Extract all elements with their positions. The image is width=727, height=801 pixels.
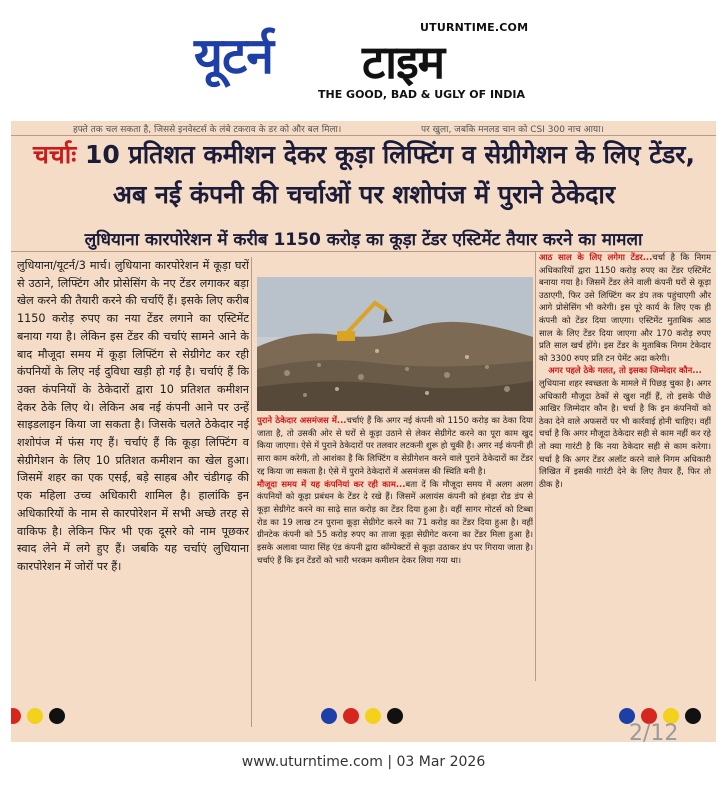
top-strip-left-text: हफ्ते तक चल सकता है, जिससे इनवेस्टर्स के लंबे टकराव के डर को और बल मिला। xyxy=(73,125,342,135)
masthead-name-right: टाइम xyxy=(362,35,445,89)
color-dots-left xyxy=(11,708,75,726)
headline-text: 10 प्रतिशत कमीशन देकर कूड़ा लिफ्टिंग व सेग्रीगेशन के लिए टेंडर, अब नई कंपनी की चर्चाओं पर शशोपंज में पुराने ठेकेदार xyxy=(84,140,696,209)
masthead-logo[interactable] xyxy=(194,18,534,108)
masthead-tagline: THE GOOD, BAD & UGLY OF INDIA xyxy=(318,88,525,101)
blue-dot xyxy=(321,708,337,724)
headline-prefix: चर्चाः xyxy=(32,140,77,169)
garbage-dump-photo xyxy=(257,277,533,411)
section-body-old-contractors: चर्चाएं हैं कि अगर नई कंपनी को 1150 करोड़ का ठेका दिया जाता है, तो उसकी ओर से घरों से कूड़ा उठाने से लेकर सेग्रीगेट करने का पूरा काम खुद किया जाएगा। ऐसे में पुराने ठेकेदारों पर तलवार लटकनी शुरू हो चुकी है। अगर नई कंपनी ही सारा काम करेगी, तो आशंका है कि लिफ्टिंग व सेग्रीगेशन करने वाले पुराने ठेकेदारों का टेंडर रद्द किया जा सकता है। ऐसे में पुराने ठेकेदारों में असमंजस की स्थिति बनी है। xyxy=(257,415,533,476)
red-dot xyxy=(343,708,359,724)
color-dots-middle xyxy=(321,708,417,726)
article-right-column xyxy=(539,251,711,679)
clipping-top-strip xyxy=(11,121,716,135)
black-dot xyxy=(49,708,65,724)
section-body-current-companies: बता दें कि मौजूदा समय में अलग अलग कंपनियों को कूड़ा प्रबंधन के टेंडर दे रखे हैं। जिसमें अलायंस कंपनी को हंबड़ा रोड डंप से कूड़ा सेग्रीगेट करने का साढ़े सात करोड़ का टेंडर दिया हुआ है। वहीं सागर मोटर्स को टिब्बा रोड का 19 लाख टन पुराना कूड़ा सेग्रीगेट करने का 71 करोड़ का टेंडर दिया हुआ है। वहीं ग्रीनटेक कंपनी को 55 करोड़ रुपए का ताजा कूड़ा सेग्रीगेट करना का टेंडर मिला हुआ है। इसके अलावा प्यारा सिंह एंड कंपनी द्वारा कॉम्पेक्टरों से कूड़ा उठाकर डंप पर गिराया जाता है। चर्चाएं हैं कि इन टेंडरों को भारी भरकम कमीशन देकर लिया गया था। xyxy=(257,478,533,565)
newspaper-clipping xyxy=(11,121,716,742)
section-heading-current-companies: मौजूदा समय में यह कंपनियां कर रही काम... xyxy=(257,478,406,489)
top-strip-right-text: पर खुला, जबकि मनलड चान को CSI 300 नाच आया। xyxy=(421,125,604,135)
article-headline xyxy=(19,135,709,223)
column-divider xyxy=(251,257,252,727)
black-dot xyxy=(685,708,701,724)
yellow-dot xyxy=(365,708,381,724)
article-left-column: लुधियाना/यूटर्न/3 मार्च। लुधियाना कारपोरेशन में कूड़ा घरों से उठाने, लिफ्टिंग और प्रोसेसिंग के नए टेंडर लगाकर बड़ा खेल करने की तैयारी करने की चर्चाएँ हैं। इसके लिए करीब 1150 करोड़ रुपए का नया टेंडर लगाने का एस्टिमेंट बनाया गया है। लेकिन इस टेंडर की चर्चाएं सामने आने के बाद मौजूदा समय में कूड़ा लिफ्टिंग से सेग्रीगेट कर रही कंपनियों के लिए नई दुविधा खड़ी हो गई है। चर्चाएं हैं कि उक्त कंपनियों के ठेकेदारों द्वारा 10 प्रतिशत कमीशन देकर ठेके लिए थे। लेकिन अब नई कंपनी आने पर उन्हें साइडलाइन किया जा सकता है। जिसके चलते ठेकेदार नई शशोपंज में फंस गए हैं। चर्चाएं हैं कि कूड़ा लिफ्टिंग व सेग्रीगेशन के लिए 10 प्रतिशत कमीशन का खेल हुआ। जिसमें शहर का एक एसई, बड़े साहब और चंडीगढ़ की एक महिला उच्च अधिकारी शामिल है। हालांकि इन अधिकारियों के नाम से कारपोरेशन में सभी अच्छे तरह से वाकिफ है। लेकिन फिर भी एक दूसरे को नाम पूछकर स्वाद लेने में लगे हुए हैं। जबकि यह चर्चाएं लुधियाना कारपोरेशन में जोरों पर हैं। xyxy=(17,259,249,573)
footer-source[interactable]: www.uturntime.com | 03 Mar 2026 xyxy=(241,754,486,770)
article-middle-text xyxy=(257,414,533,739)
section-heading-old-contractors: पुराने ठेकेदार असमंजस में... xyxy=(257,415,347,425)
masthead-name-left: यूटर्न xyxy=(194,27,273,85)
yellow-dot xyxy=(27,708,43,724)
section-heading-responsibility: अगर पहले ठेके गलत, तो इसका जिम्मेदार कौन... xyxy=(548,365,702,376)
section-body-eight-years: चर्चा है कि निगम अधिकारियों द्वारा 1150 करोड़ रुपए का टेंडर एस्टिमेंट बनाया गया है। जिसमें टेंडर लेने वाली कंपनी घरों से कूड़ा उठाएगी, फिर उसे लिफ्टिंग कर डंप तक पहुंचाएगी और आगे प्रोसेसिंग भी करेगी। इस पूरे कार्य के लिए एक ही कंपनी को टेंडर दिया जाएगा। एस्टिमेंट मुताबिक आठ साल के लिए टेंडर दिया जाएगा और 170 करोड़ रुपए प्रति साल खर्च होंगे। इस टेंडर के मुताबिक निगम टेकेदार को 3300 रुपए प्रति टन पेमेंट अदा करेगी। xyxy=(539,252,711,363)
section-heading-eight-years: आठ साल के लिए लगेगा टेंडर... xyxy=(539,252,653,262)
page-indicator: 2/12 xyxy=(629,721,679,742)
black-dot xyxy=(387,708,403,724)
column-divider xyxy=(535,251,536,681)
article-subhead: लुधियाना कारपोरेशन में करीब 1150 करोड़ का कूड़ा टेंडर एस्टिमेंट तैयार करने का मामला xyxy=(84,230,643,250)
section-body-responsibility: लुधियाना शहर स्वच्छता के मामले में पिछड़ चुका है। अगर अधिकारी मौजूदा ठेकों से खुश नहीं हैं, तो इसके पीछे आखिर जिम्मेदार कौन है। चर्चा है कि इन कंपनियों को ठेका देने वाले अफसरों पर भी कार्रवाई होनी चाहिए। वहीं चर्चा है कि अगर मौजूदा ठेकेदार सही से काम नहीं कर रहे तो क्या गारंटी है कि नया ठेकेदार सही से काम करेगा। चर्चा है कि अगर टेंडर अलॉट करने वाले निगम अधिकारी लिखित में इसकी गारंटी देने के लिए तैयार हैं, फिर तो ठीक है। xyxy=(539,377,711,489)
red-dot xyxy=(11,708,21,724)
masthead-url: UTURNTIME.COM xyxy=(420,21,529,34)
